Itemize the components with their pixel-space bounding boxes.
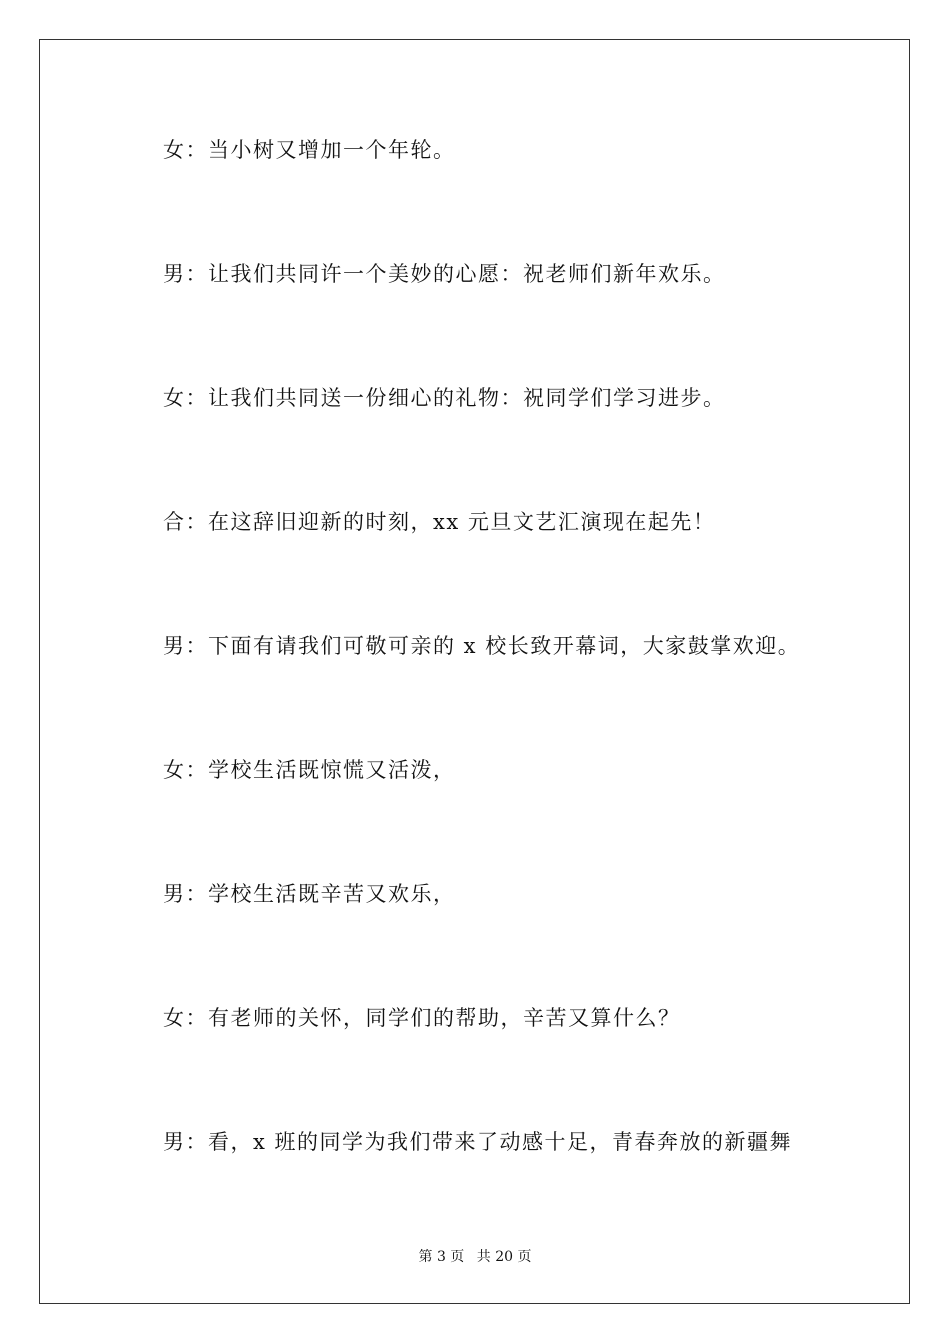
page-border xyxy=(39,39,910,1304)
dialogue-line: 男：学校生活既辛苦又欢乐， xyxy=(163,882,456,906)
current-page-number: 第 3 页 xyxy=(418,1249,465,1265)
dialogue-line: 合：在这辞旧迎新的时刻，xx 元旦文艺汇演现在起先！ xyxy=(163,510,716,534)
total-page-count: 共 20 页 xyxy=(476,1249,532,1265)
dialogue-line: 女：有老师的关怀，同学们的帮助，辛苦又算什么？ xyxy=(163,1006,681,1030)
dialogue-line: 男：看，x 班的同学为我们带来了动感十足，青春奔放的新疆舞 xyxy=(163,1130,793,1154)
dialogue-line: 男：让我们共同许一个美妙的心愿：祝老师们新年欢乐。 xyxy=(163,262,726,286)
dialogue-line: 女：当小树又增加一个年轮。 xyxy=(163,138,456,162)
dialogue-line: 女：学校生活既惊慌又活泼， xyxy=(163,758,456,782)
page-footer xyxy=(0,1248,950,1266)
dialogue-line: 女：让我们共同送一份细心的礼物：祝同学们学习进步。 xyxy=(163,386,726,410)
dialogue-line: 男：下面有请我们可敬可亲的 x 校长致开幕词，大家鼓掌欢迎。 xyxy=(163,634,801,658)
